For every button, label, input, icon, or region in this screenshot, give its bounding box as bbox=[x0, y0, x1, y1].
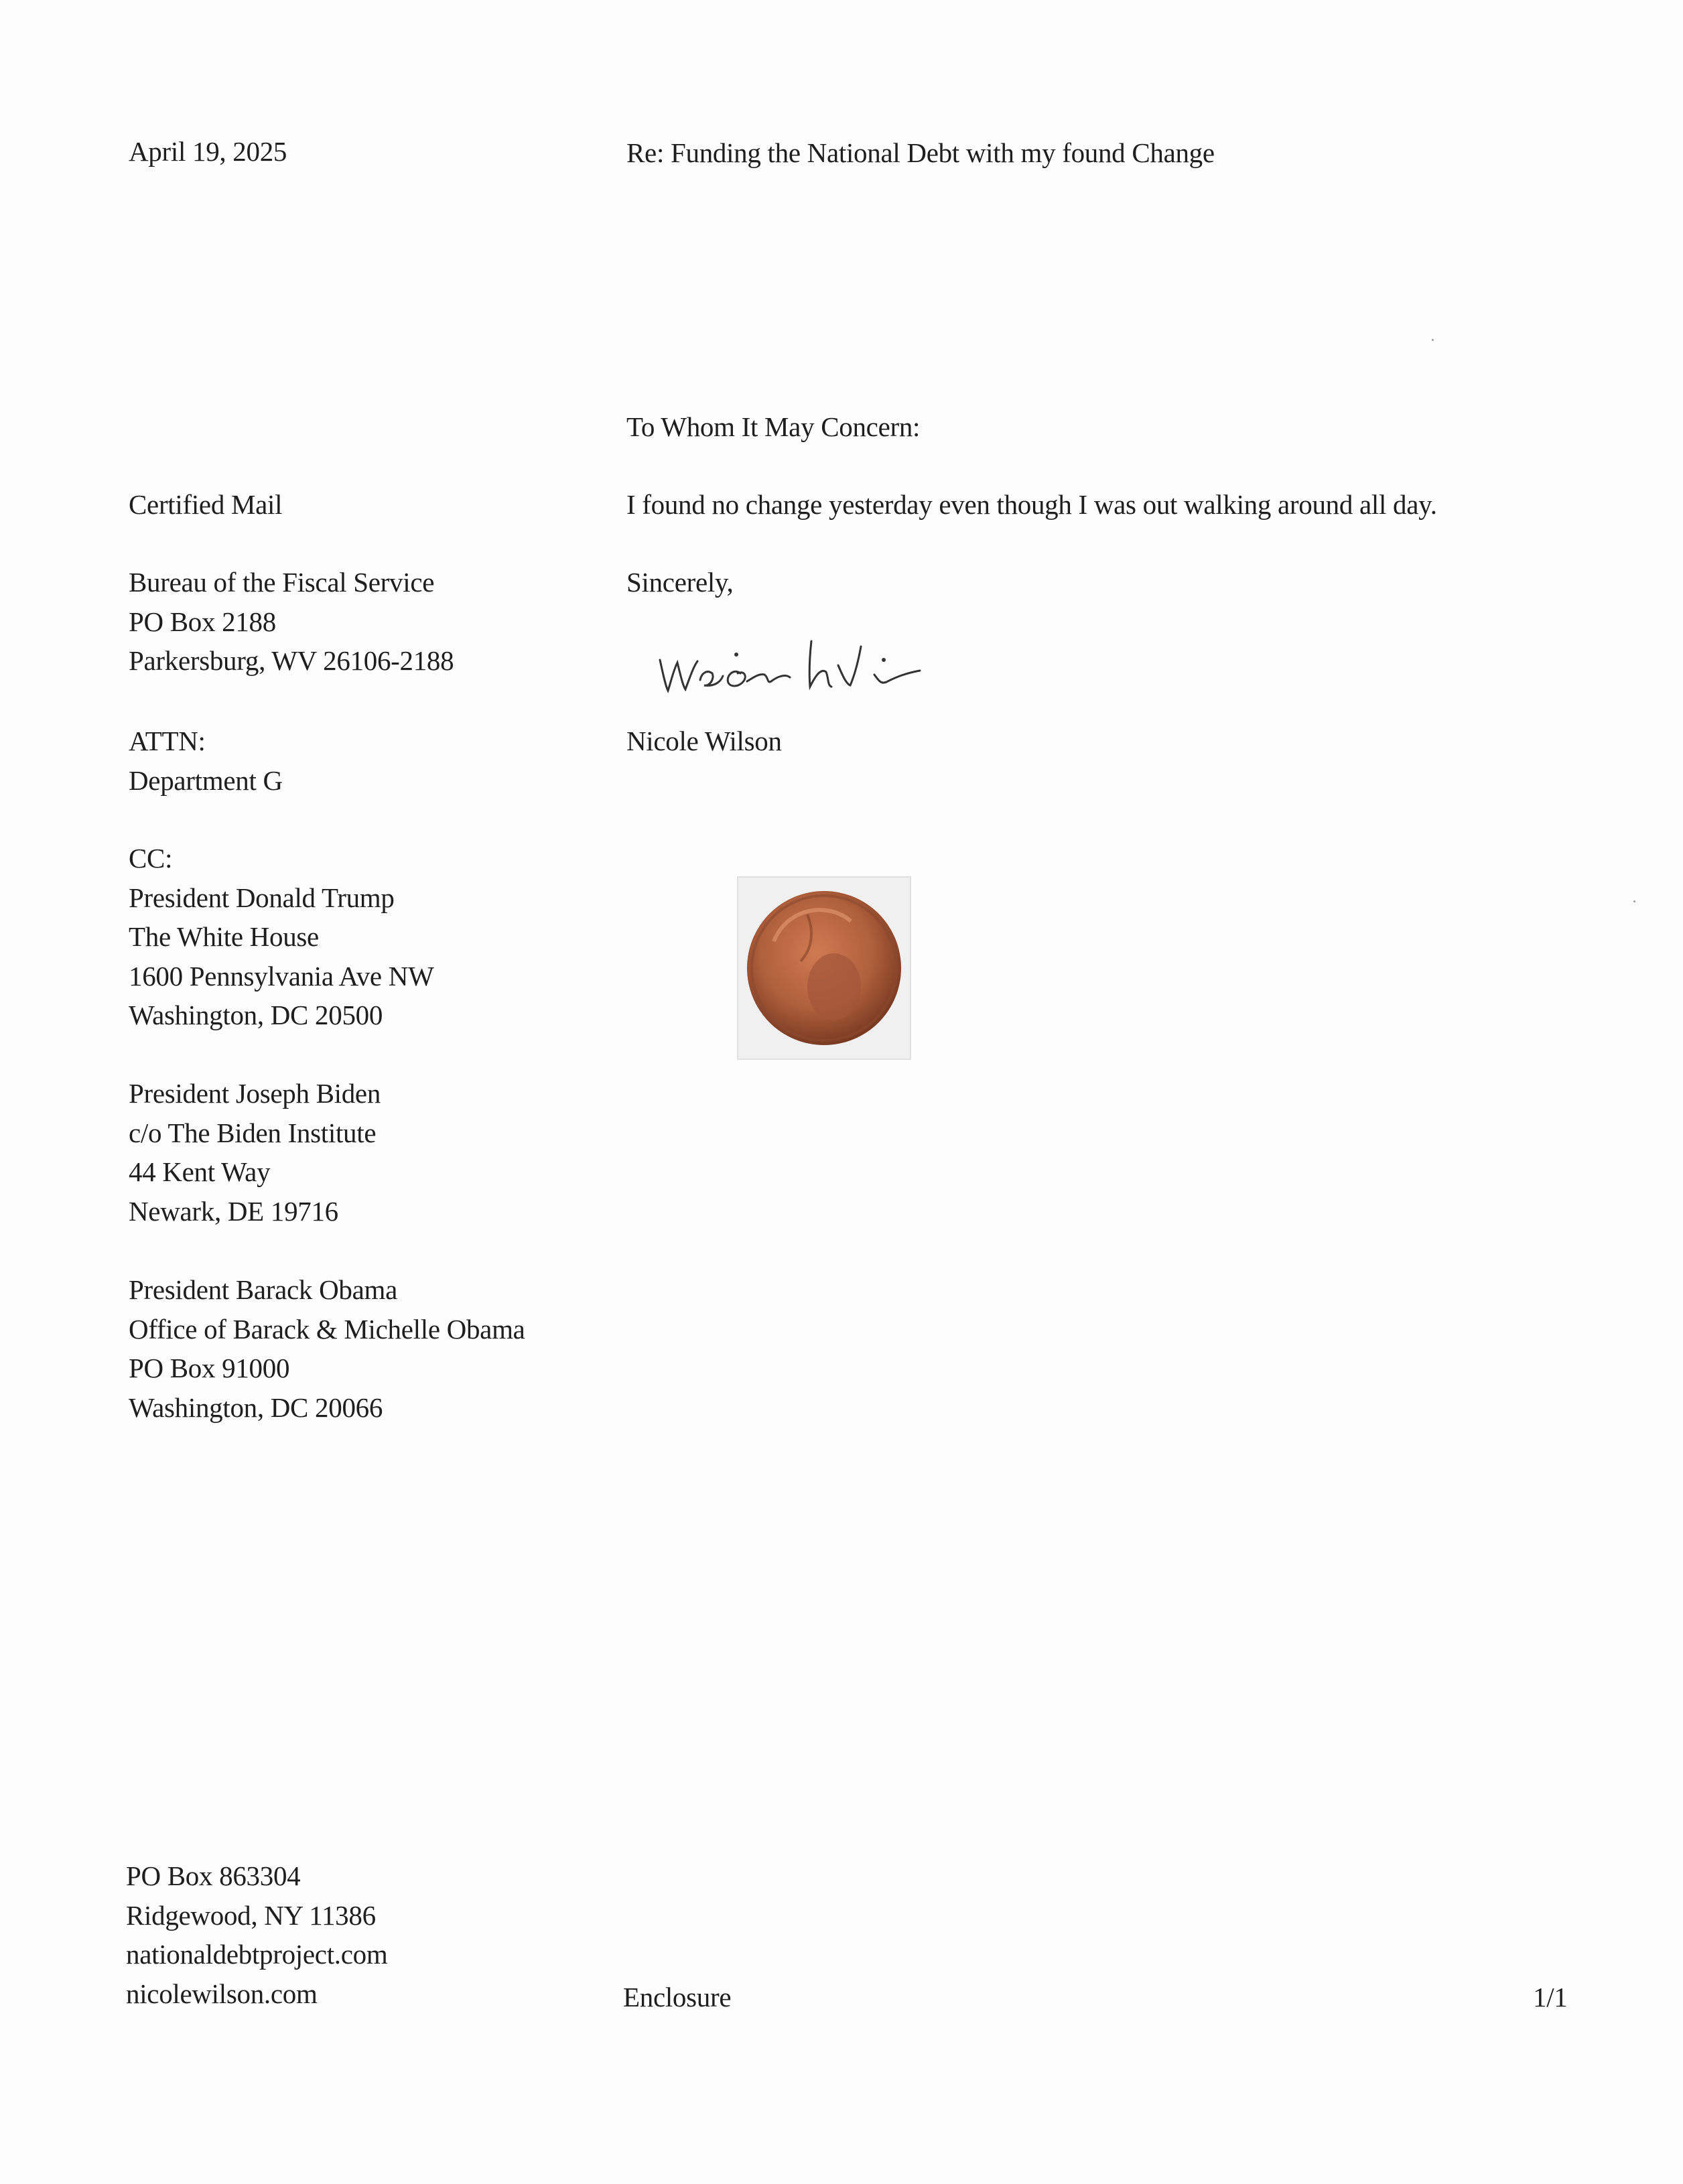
handwritten-signature bbox=[653, 626, 948, 700]
page-number: 1/1 bbox=[1533, 1982, 1568, 2012]
closing: Sincerely, bbox=[626, 567, 734, 598]
subject-line: Re: Funding the National Debt with my found Change bbox=[626, 137, 1215, 168]
enclosure-label: Enclosure bbox=[623, 1982, 732, 2012]
address-line: PO Box 2188 bbox=[129, 606, 276, 637]
attn-label: ATTN: bbox=[129, 726, 206, 756]
cc-line: The White House bbox=[129, 921, 319, 952]
scan-speck bbox=[1432, 339, 1434, 341]
sender-line: nationaldebtproject.com bbox=[126, 1939, 388, 1970]
cc-line: c/o The Biden Institute bbox=[129, 1117, 377, 1148]
cc-line: President Donald Trump bbox=[129, 882, 395, 913]
salutation: To Whom It May Concern: bbox=[626, 411, 921, 442]
cc-label: CC: bbox=[129, 843, 173, 874]
attn-department: Department G bbox=[129, 764, 283, 796]
sender-line: PO Box 863304 bbox=[126, 1860, 301, 1891]
cc-line: Newark, DE 19716 bbox=[129, 1195, 338, 1227]
mailing-method: Certified Mail bbox=[129, 489, 283, 520]
cc-block bbox=[129, 839, 434, 1035]
cc-line: President Joseph Biden bbox=[129, 1078, 381, 1109]
signer-name: Nicole Wilson bbox=[626, 726, 782, 756]
sender-address bbox=[126, 1856, 387, 2013]
sender-line: nicolewilson.com bbox=[126, 1978, 318, 2009]
cc-line: President Barack Obama bbox=[129, 1274, 397, 1305]
address-line: Bureau of the Fiscal Service bbox=[129, 567, 435, 598]
address-line: Parkersburg, WV 26106-2188 bbox=[129, 645, 454, 676]
cc-line: 1600 Pennsylvania Ave NW bbox=[129, 960, 434, 992]
penny-image bbox=[734, 868, 915, 1069]
cc-line: PO Box 91000 bbox=[129, 1353, 290, 1383]
cc-line: Washington, DC 20500 bbox=[129, 1000, 383, 1030]
recipient-address bbox=[129, 563, 454, 681]
attn-block bbox=[129, 722, 283, 800]
letter-date: April 19, 2025 bbox=[129, 136, 287, 167]
sender-line: Ridgewood, NY 11386 bbox=[126, 1899, 376, 1931]
cc-line: 44 Kent Way bbox=[129, 1156, 271, 1187]
cc-line: Washington, DC 20066 bbox=[129, 1391, 383, 1423]
cc-recipient-obama bbox=[129, 1270, 525, 1427]
letter-body: I found no change yesterday even though I was out walking around all day. bbox=[626, 489, 1437, 520]
cc-line: Office of Barack & Michelle Obama bbox=[129, 1313, 525, 1345]
scan-speck bbox=[1633, 900, 1635, 902]
cc-recipient-biden bbox=[129, 1074, 381, 1231]
